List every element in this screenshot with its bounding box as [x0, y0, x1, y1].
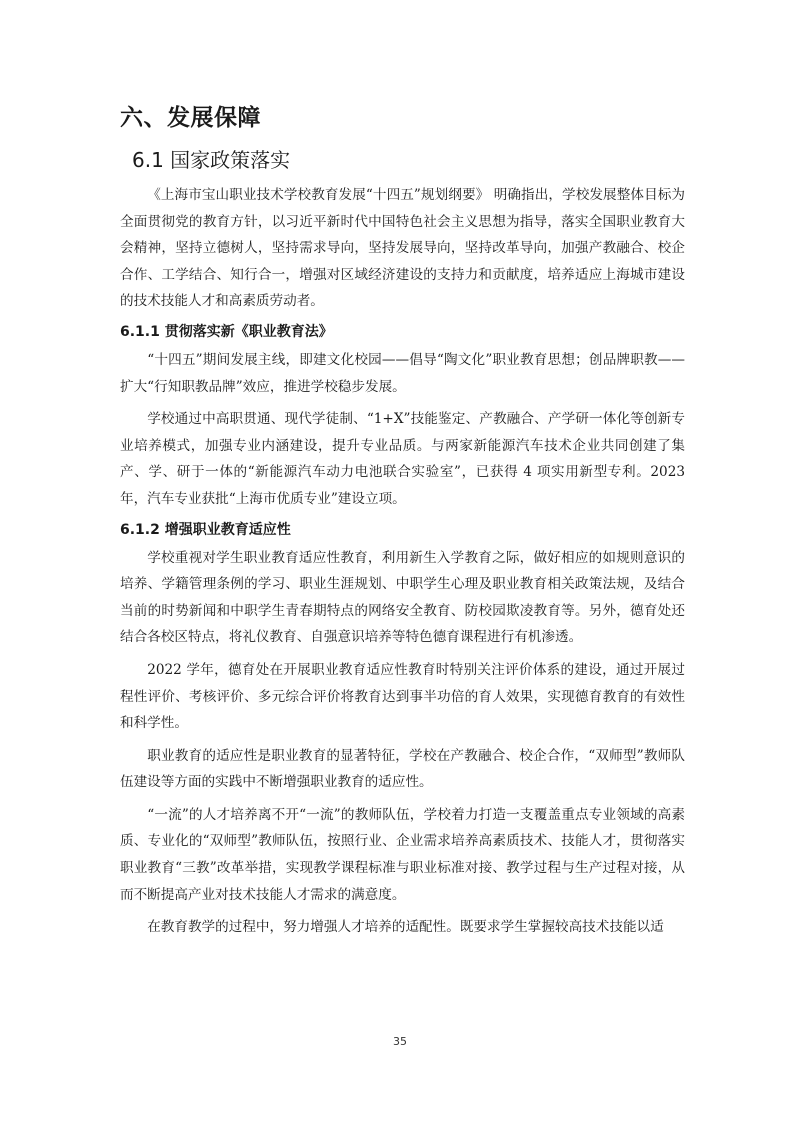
subsection-title: 6.1.2 增强职业教育适应性 — [120, 521, 291, 538]
subsection-title: 6.1.1 贯彻落实新《职业教育法》 — [120, 323, 333, 340]
body-paragraph: 学校重视对学生职业教育适应性教育，利用新生入学教育之际，做好相应的如规则意识的培养、学籍管理条例的学习、职业生涯规划、中职学生心理及职业教育相关政策法规，及结合当前的时势新闻和中职学生青春期特点的网络安全教育、防校园欺凌教育等。另外，德育处还结合各校区特点，将礼仪教育、自强意识培养等特色德育课程进行有机渗透。 — [120, 549, 685, 646]
body-paragraph: 在教育教学的过程中，努力增强人才培养的适配性。既要求学生掌握较高技术技能以适 — [147, 919, 664, 936]
body-paragraph: 2022 学年，德育处在开展职业教育适应性教育时特别关注评价体系的建设，通过开展过程性评价、考核评价、多元综合评价将教育达到事半功倍的育人效果，实现德育教育的有效性和科学性。 — [120, 661, 685, 732]
body-paragraph: 学校通过中高职贯通、现代学徒制、“1+X”技能鉴定、产教融合、产学研一体化等创新专业培养模式，加强专业内涵建设，提升专业品质。与两家新能源汽车技术企业共同创建了集产、学、研于一体的“新能源汽车动力电池联合实验室”，已获得 4 项实用新型专利。2023 年，汽车专业获批“上海市优质专业”建设立项。 — [120, 411, 685, 507]
body-paragraph: 职业教育的适应性是职业教育的显著特征，学校在产教融合、校企合作，“双师型”教师队伍建设等方面的实践中不断增强职业教育的适应性。 — [120, 747, 685, 791]
chapter-title: 六、发展保障 — [120, 105, 261, 131]
body-paragraph: “十四五”期间发展主线，即建文化校园——倡导“陶文化”职业教育思想；创品牌职教——扩大“行知职教品牌”效应，推进学校稳步发展。 — [120, 351, 685, 395]
page-content — [120, 103, 685, 947]
section-title: 6.1 国家政策落实 — [132, 148, 291, 172]
body-paragraph: “一流”的人才培养离不开“一流”的教师队伍，学校着力打造一支覆盖重点专业领域的高素质、专业化的“双师型”教师队伍，按照行业、企业需求培养高素质技术、技能人才，贯彻落实职业教育“三教”改革举措，实现教学课程标准与职业标准对接、教学过程与生产过程对接，从而不断提高产业对技术技能人才需求的满意度。 — [120, 806, 685, 903]
intro-paragraph: 《上海市宝山职业技术学校教育发展“十四五”规划纲要》 明确指出，学校发展整体目标为全面贯彻党的教育方针，以习近平新时代中国特色社会主义思想为指导，落实全国职业教育大会精神，坚持立德树人，坚持需求导向，坚持发展导向，坚持改革导向，加强产教融合、校企合作、工学结合、知行合一，增强对区域经济建设的支持力和贡献度，培养适应上海城市建设的技术技能人才和高素质劳动者。 — [120, 187, 685, 310]
page-number: 35 — [393, 1035, 407, 1048]
